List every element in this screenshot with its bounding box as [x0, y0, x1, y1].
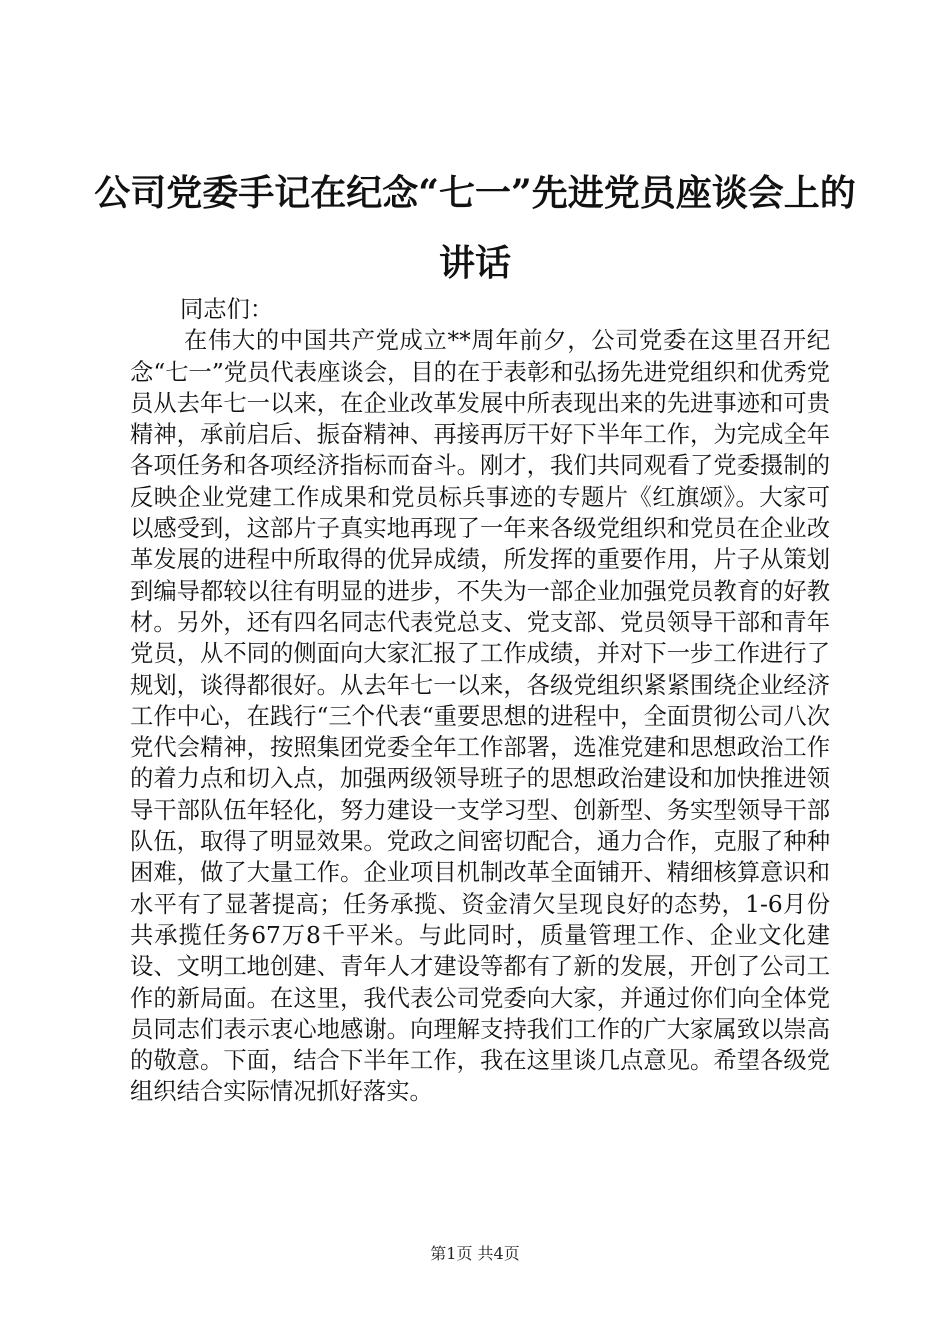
body-paragraph: 在伟大的中国共产党成立**周年前夕，公司党委在这里召开纪念“七一”党员代表座谈会，目的在于表彰和弘扬先进党组织和优秀党员从去年七一以来，在企业改革发展中所表现出来的先进事迹和可贵精神，承前启后、振奋精神、再接再厉干好下半年工作，为完成全年各项任务和各项经济指标而奋斗。刚才，我们共同观看了党委摄制的反映企业党建工作成果和党员标兵事迹的专题片《红旗颂》。大家可以感受到，这部片子真实地再现了一年来各级党组织和党员在企业改革发展的进程中所取得的优异成绩，所发挥的重要作用，片子从策划到编导都较以往有明显的进步，不失为一部企业加强党员教育的好教材。另外，还有四名同志代表党总支、党支部、党员领导干部和青年党员，从不同的侧面向大家汇报了工作成绩，并对下一步工作进行了规划，谈得都很好。从去年七一以来，各级党组织紧紧围绕企业经济工作中心，在践行“三个代表“重要思想的进程中，全面贯彻公司八次党代会精神，按照集团党委全年工作部署，选准党建和思想政治工作的着力点和切入点，加强两级领导班子的思想政治建设和加快推进领导干部队伍年轻化，努力建设一支学习型、创新型、务实型领导干部队伍，取得了明显效果。党政之间密切配合，通力合作，克服了种种困难，做了大量工作。企业项目机制改革全面铺开、精细核算意识和水平有了显著提高；任务承揽、资金清欠呈现良好的态势，1-6月份共承揽任务67万8千平米。与此同时，质量管理工作、企业文化建设、文明工地创建、青年人才建设等都有了新的发展，开创了公司工作的新局面。在这里，我代表公司党委向大家，并通过你们向全体党员同志们表示衷心地感谢。向理解支持我们工作的广大家属致以崇高的敬意。下面，结合下半年工作，我在这里谈几点意见。希望各级党组织结合实际情况抓好落实。 [130, 327, 830, 1106]
salutation: 同志们： [180, 296, 274, 323]
document-title: 公司党委手记在纪念“七一”先进党员座谈会上的讲话 [94, 172, 856, 284]
document-body [130, 294, 830, 1108]
page-footer: 第1页 共4页 [430, 1244, 520, 1263]
